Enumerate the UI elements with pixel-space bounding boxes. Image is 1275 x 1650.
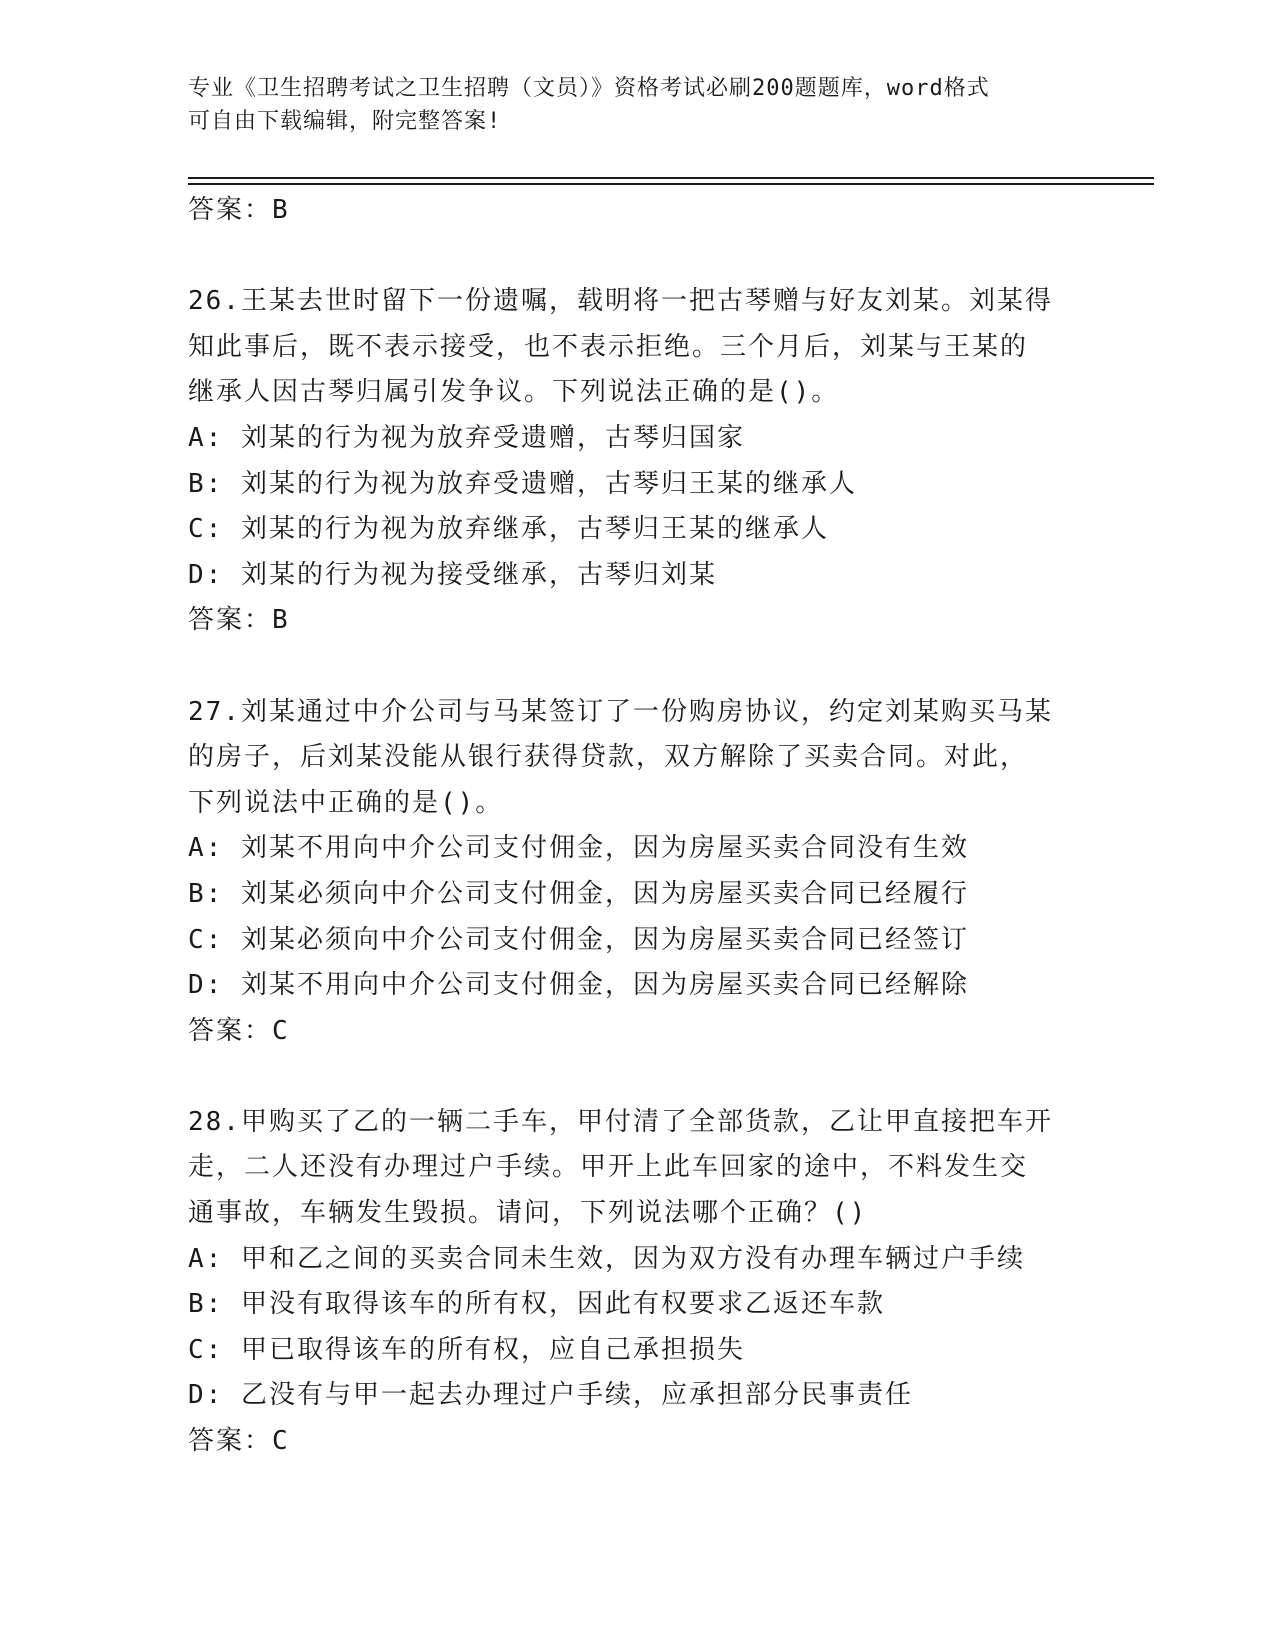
spacer — [188, 234, 1088, 280]
question-text-line: 通事故，车辆发生毁损。请问，下列说法哪个正确？() — [188, 1198, 868, 1229]
option-d: D: 刘某的行为视为接受继承，古琴归刘某 — [188, 559, 717, 590]
document-body — [188, 188, 1088, 1465]
question-text-line: 27.刘某通过中介公司与马某签订了一份购房协议，约定刘某购买马某 — [188, 696, 1053, 727]
question-28 — [188, 1100, 1088, 1465]
question-text-line: 的房子，后刘某没能从银行获得贷款，双方解除了买卖合同。对此， — [188, 742, 1029, 773]
spacer — [188, 644, 1088, 690]
question-26 — [188, 279, 1088, 644]
option-c: C: 刘某必须向中介公司支付佣金，因为房屋买卖合同已经签订 — [188, 924, 969, 955]
question-text-line: 知此事后，既不表示接受，也不表示拒绝。三个月后，刘某与王某的 — [188, 331, 1029, 362]
answer: 答案：C — [188, 1426, 290, 1457]
answer: 答案：B — [188, 605, 290, 636]
spacer — [188, 1054, 1088, 1100]
header-line-1: 专业《卫生招聘考试之卫生招聘（文员）》资格考试必刷200题题库，word格式 — [188, 76, 990, 101]
answer: 答案：C — [188, 1015, 290, 1046]
question-text-line: 28.甲购买了乙的一辆二手车，甲付清了全部货款，乙让甲直接把车开 — [188, 1106, 1053, 1137]
previous-answer: 答案：B — [188, 195, 290, 225]
document-header — [188, 72, 1068, 138]
option-a: A: 刘某的行为视为放弃受遗赠，古琴归国家 — [188, 422, 745, 453]
option-b: B: 刘某必须向中介公司支付佣金，因为房屋买卖合同已经履行 — [188, 878, 969, 909]
option-b: B: 甲没有取得该车的所有权，因此有权要求乙返还车款 — [188, 1289, 885, 1320]
question-text-line: 26.王某去世时留下一份遗嘱，载明将一把古琴赠与好友刘某。刘某得 — [188, 286, 1053, 317]
option-a: A: 甲和乙之间的买卖合同未生效，因为双方没有办理车辆过户手续 — [188, 1243, 1025, 1274]
header-rule-bottom — [188, 183, 1154, 185]
header-line-2: 可自由下载编辑，附完整答案! — [188, 109, 502, 134]
option-b: B: 刘某的行为视为放弃受遗赠，古琴归王某的继承人 — [188, 468, 857, 499]
question-text-line: 走，二人还没有办理过户手续。甲开上此车回家的途中，不料发生交 — [188, 1152, 1029, 1183]
option-c: C: 甲已取得该车的所有权，应自己承担损失 — [188, 1334, 745, 1365]
option-d: D: 刘某不用向中介公司支付佣金，因为房屋买卖合同已经解除 — [188, 970, 969, 1001]
header-rule-top — [188, 177, 1154, 179]
option-d: D: 乙没有与甲一起去办理过户手续，应承担部分民事责任 — [188, 1380, 913, 1411]
option-a: A: 刘某不用向中介公司支付佣金，因为房屋买卖合同没有生效 — [188, 833, 969, 864]
question-text-line: 继承人因古琴归属引发争议。下列说法正确的是()。 — [188, 377, 840, 408]
question-27 — [188, 690, 1088, 1055]
question-text-line: 下列说法中正确的是()。 — [188, 787, 504, 818]
option-c: C: 刘某的行为视为放弃继承，古琴归王某的继承人 — [188, 514, 829, 545]
